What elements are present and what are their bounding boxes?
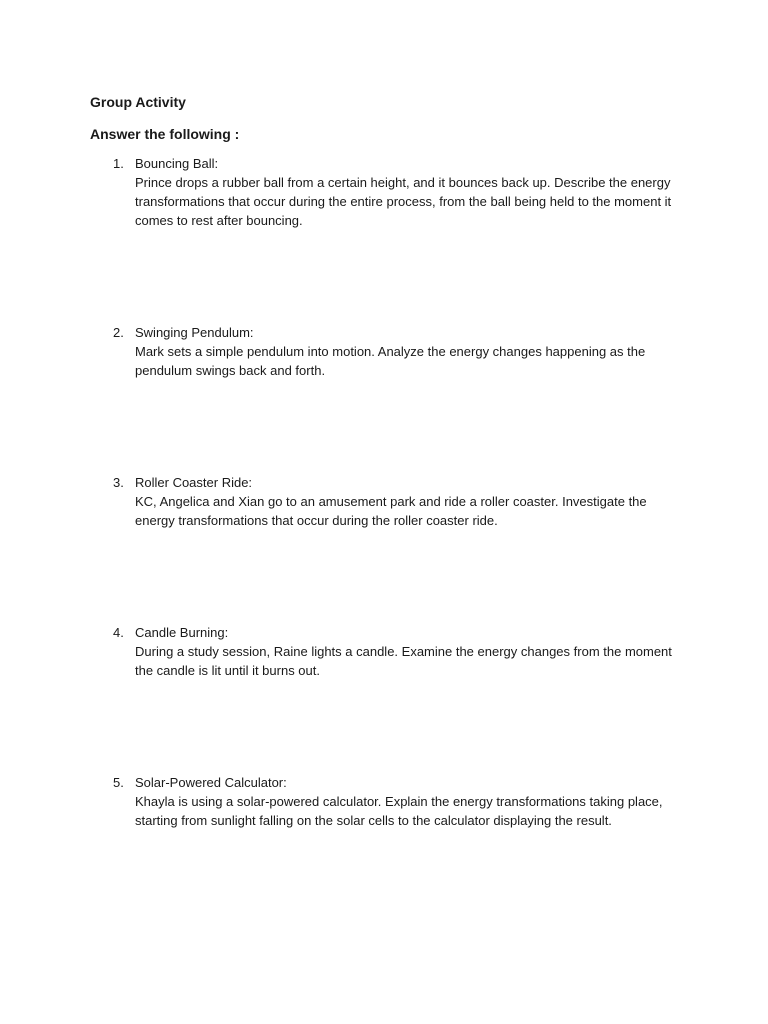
question-item	[113, 154, 683, 230]
question-number: 1.	[113, 156, 124, 171]
question-number: 3.	[113, 475, 124, 490]
question-text: During a study session, Raine lights a candle. Examine the energy changes from the moment the candle is lit until it burns out.	[135, 644, 672, 678]
question-item	[113, 773, 683, 830]
question-title: Roller Coaster Ride:	[135, 475, 253, 490]
question-title: Solar-Powered Calculator:	[135, 775, 287, 790]
question-title: Candle Burning:	[135, 625, 229, 640]
question-number: 5.	[113, 775, 124, 790]
question-text: Khayla is using a solar-powered calculator. Explain the energy transformations taking place, starting from sunlight falling on the solar cells to the calculator displaying the result.	[135, 794, 663, 828]
question-title: Bouncing Ball:	[135, 156, 219, 171]
question-text: KC, Angelica and Xian go to an amusement park and ride a roller coaster. Investigate the energy transformations that occur during the roller coaster ride.	[135, 494, 647, 528]
question-text: Mark sets a simple pendulum into motion. Analyze the energy changes happening as the pendulum swings back and forth.	[135, 344, 646, 378]
question-number: 4.	[113, 625, 124, 640]
page-title: Group Activity	[90, 94, 186, 110]
question-item	[113, 473, 683, 530]
question-item	[113, 623, 683, 680]
question-text: Prince drops a rubber ball from a certain height, and it bounces back up. Describe the energy transformations that occur during the entire process, from the ball being held to the moment it comes to rest after bouncing.	[135, 175, 672, 228]
question-title: Swinging Pendulum:	[135, 325, 254, 340]
instructions-heading: Answer the following :	[90, 126, 240, 142]
question-number: 2.	[113, 325, 124, 340]
question-item	[113, 323, 683, 380]
